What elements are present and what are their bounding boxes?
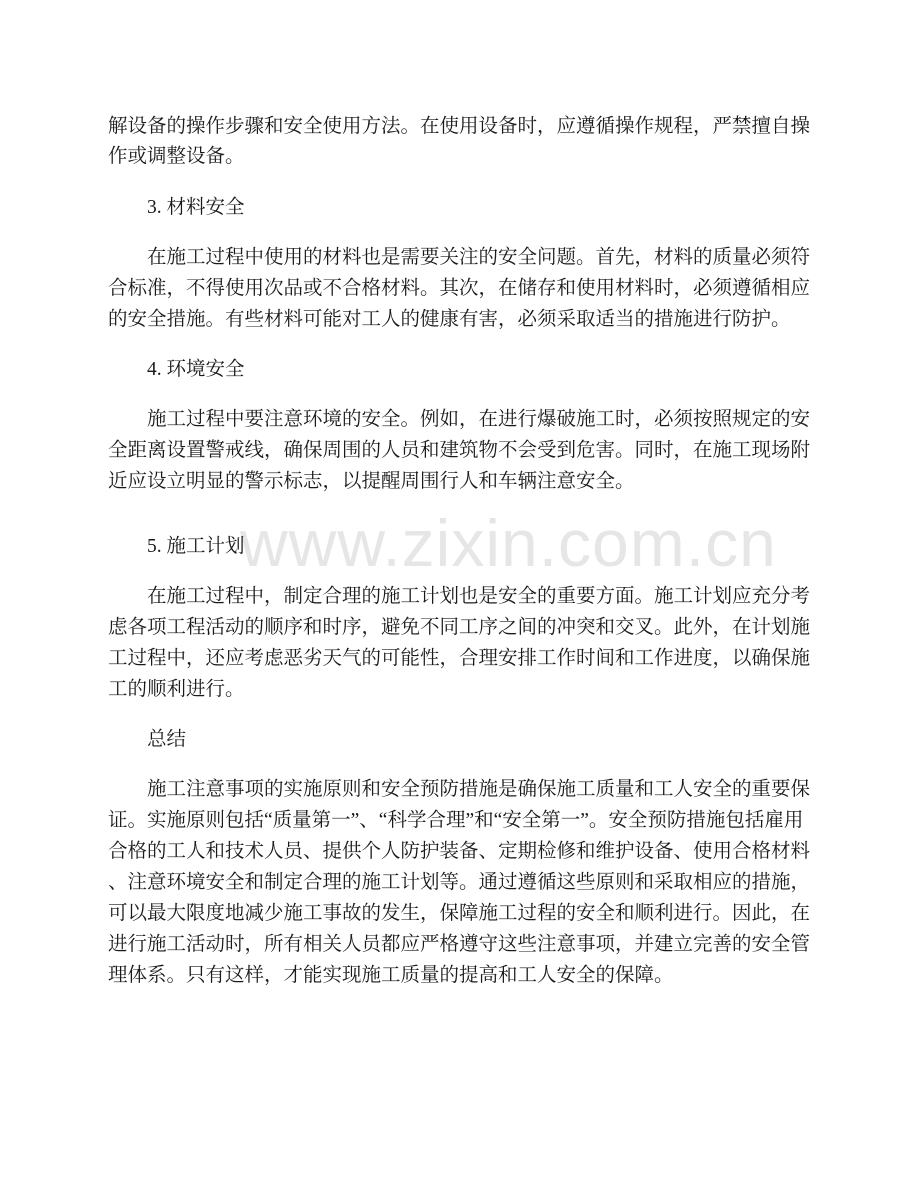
paragraph-line: 施工过程中要注意环境的安全。例如，在进行爆破施工时，必须按照规定的安 (147, 409, 811, 430)
paragraph-line: 工的顺利进行。 (108, 679, 245, 700)
section-heading-materials: 3. 材料安全 (147, 197, 245, 218)
paragraph-line: 、注意环境安全和制定合理的施工计划等。通过遵循这些原则和采取相应的措施， (108, 872, 811, 893)
paragraph-line: 作或调整设备。 (108, 146, 245, 167)
section-heading-environment: 4. 环境安全 (147, 359, 245, 380)
paragraph-line: 工过程中，还应考虑恶劣天气的可能性，合理安排工作时间和工作进度，以确保施 (108, 648, 811, 669)
paragraph-line: 全距离设置警戒线，确保周围的人员和建筑物不会受到危害。同时，在施工现场附 (108, 440, 811, 461)
paragraph-line: 解设备的操作步骤和安全使用方法。在使用设备时，应遵循操作规程，严禁擅自操 (108, 116, 811, 137)
section-heading-summary: 总结 (147, 729, 187, 750)
paragraph-line: 可以最大限度地减少施工事故的发生，保障施工过程的安全和顺利进行。因此，在 (108, 903, 811, 924)
paragraph-line: 进行施工活动时，所有相关人员都应严格遵守这些注意事项，并建立完善的安全管 (108, 934, 811, 955)
paragraph-line: 在施工过程中使用的材料也是需要关注的安全问题。首先，材料的质量必须符 (147, 247, 811, 268)
paragraph-line: 虑各项工程活动的顺序和时序，避免不同工序之间的冲突和交叉。此外，在计划施 (108, 617, 811, 638)
paragraph-line: 合标准，不得使用次品或不合格材料。其次，在储存和使用材料时，必须遵循相应 (108, 278, 811, 299)
paragraph-line: 近应设立明显的警示标志，以提醒周围行人和车辆注意安全。 (108, 471, 635, 492)
paragraph-line: 证。实施原则包括“质量第一”、“科学合理”和“安全第一”。安全预防措施包括雇用 (108, 810, 804, 831)
section-heading-plan: 5. 施工计划 (147, 536, 245, 557)
paragraph-line: 的安全措施。有些材料可能对工人的健康有害，必须采取适当的措施进行防护。 (108, 309, 791, 330)
paragraph-line: 合格的工人和技术人员、提供个人防护装备、定期检修和维护设备、使用合格材料 (108, 841, 811, 862)
paragraph-line: 理体系。只有这样，才能实现施工质量的提高和工人安全的保障。 (108, 965, 674, 986)
paragraph-line: 施工注意事项的实施原则和安全预防措施是确保施工质量和工人安全的重要保 (147, 779, 811, 800)
paragraph-line: 在施工过程中，制定合理的施工计划也是安全的重要方面。施工计划应充分考 (147, 586, 811, 607)
watermark: www.zixin.com.cn (240, 506, 777, 580)
